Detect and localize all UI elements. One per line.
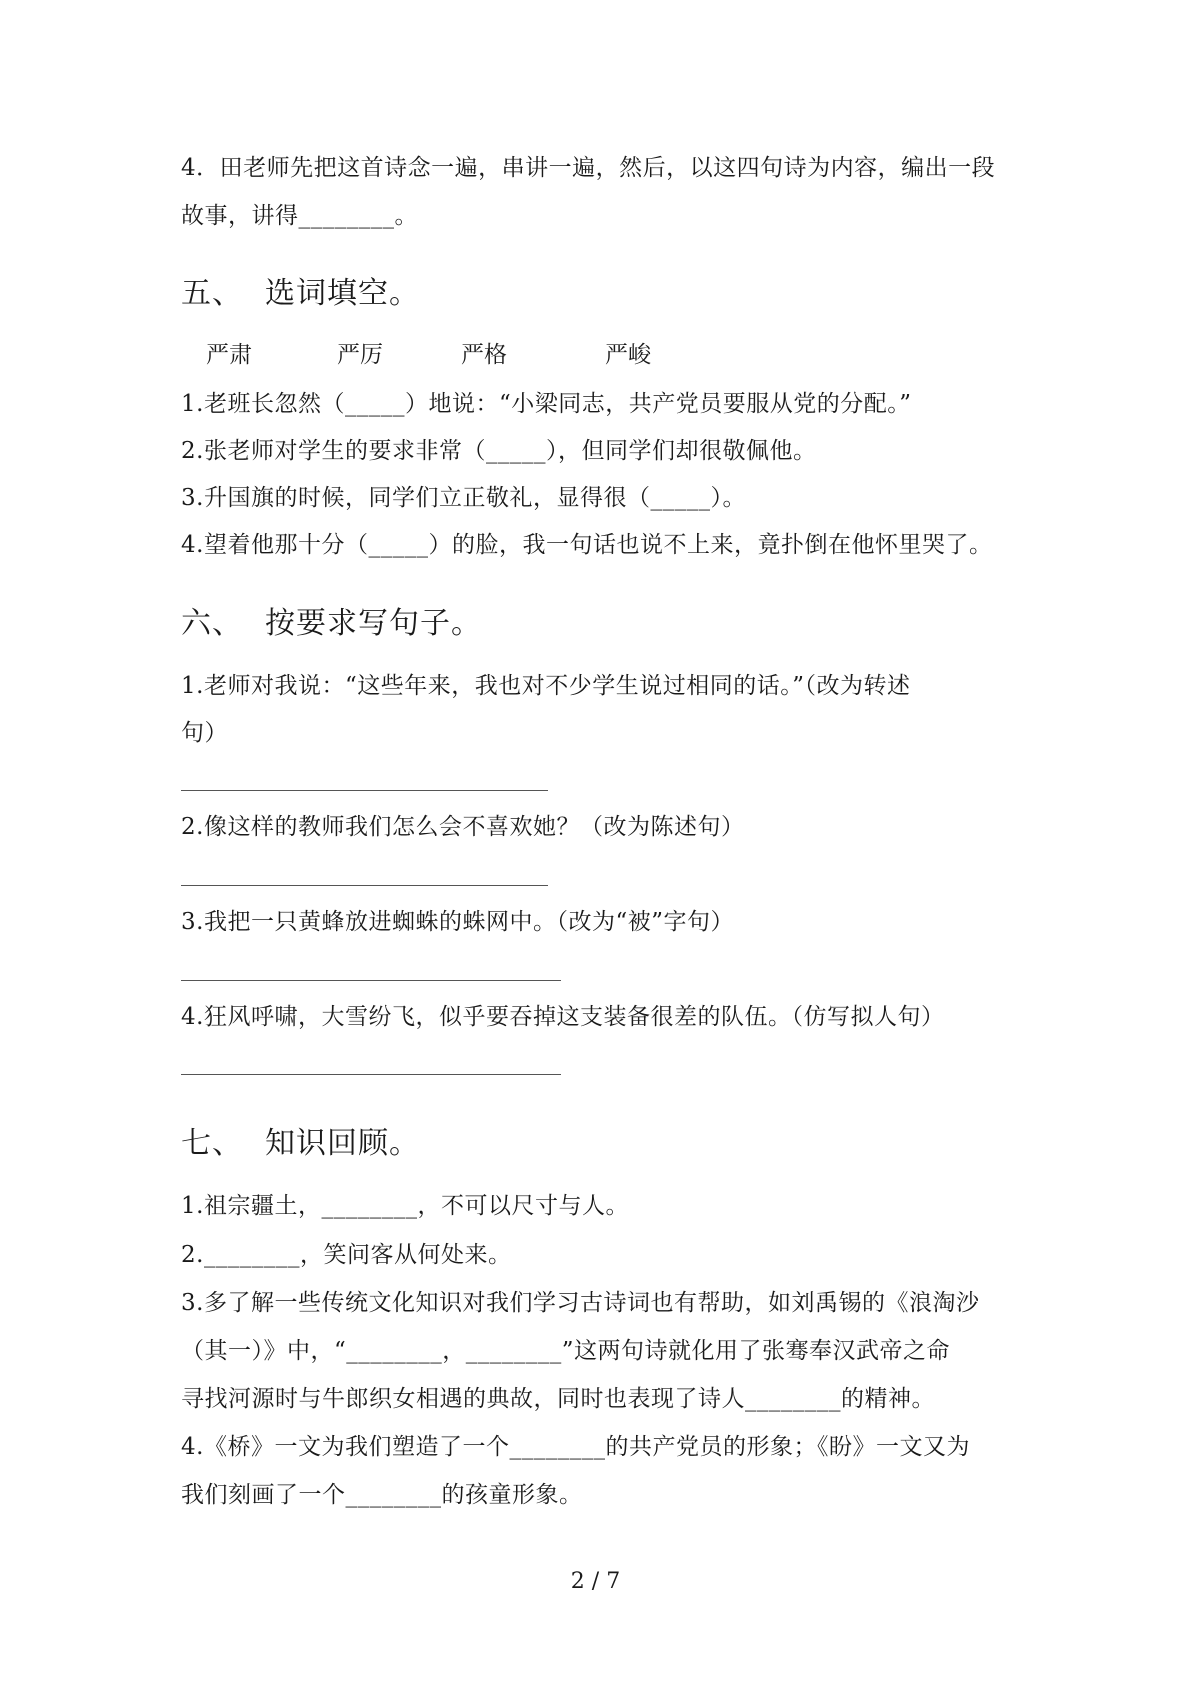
section-number: 七、 <box>181 1126 243 1161</box>
review-item-4-line-1: 4.《桥》一文为我们塑造了一个________的共产党员的形象；《盼》一文又为 <box>181 1434 970 1460</box>
q4-line-1: 4．田老师先把这首诗念一遍，串讲一遍，然后，以这四句诗为内容，编出一段 <box>181 155 996 181</box>
q4-line-2: 故事，讲得________。 <box>181 203 418 229</box>
section-number: 五、 <box>181 276 243 311</box>
section-6-heading <box>181 606 482 642</box>
section-title: 按要求写句子。 <box>265 606 482 641</box>
section-5-heading <box>181 276 420 312</box>
review-item-3-line-3: 寻找河源时与牛郎织女相遇的典故，同时也表现了诗人________的精神。 <box>181 1386 935 1412</box>
section-title: 知识回顾。 <box>265 1126 420 1161</box>
review-item-3-line-2: （其一）》中，“________，________”这两句诗就化用了张骞奉汉武帝之命 <box>181 1338 951 1364</box>
word-option: 严肃 <box>206 342 252 368</box>
page-number: 2 / 7 <box>570 1569 621 1594</box>
answer-line <box>181 980 561 981</box>
section-7-heading <box>181 1126 420 1162</box>
fill-item: 2.张老师对学生的要求非常（_____），但同学们却很敬佩他。 <box>181 438 817 464</box>
fill-item: 4.望着他那十分（_____）的脸，我一句话也说不上来，竟扑倒在他怀里哭了。 <box>181 532 993 558</box>
sentence-item-4: 4.狂风呼啸，大雪纷飞，似乎要吞掉这支装备很差的队伍。（仿写拟人句） <box>181 1004 945 1030</box>
word-option: 严格 <box>461 342 507 368</box>
answer-line <box>181 1074 561 1075</box>
sentence-item-2: 2.像这样的教师我们怎么会不喜欢她？（改为陈述句） <box>181 814 745 840</box>
fill-item: 3.升国旗的时候，同学们立正敬礼，显得很（_____）。 <box>181 485 746 511</box>
section-title: 选词填空。 <box>265 276 420 311</box>
review-item-2: 2.________，笑问客从何处来。 <box>181 1242 512 1268</box>
fill-item: 1.老班长忽然（_____）地说：“小梁同志，共产党员要服从党的分配。” <box>181 391 912 417</box>
sentence-item-1-line-2: 句） <box>181 720 228 746</box>
answer-line <box>181 790 548 791</box>
sentence-item-3: 3.我把一只黄蜂放进蜘蛛的蛛网中。（改为“被”字句） <box>181 909 734 935</box>
sentence-item-1-line-1: 1.老师对我说：“这些年来，我也对不少学生说过相同的话。”（改为转述 <box>181 673 911 699</box>
review-item-3-line-1: 3.多了解一些传统文化知识对我们学习古诗词也有帮助，如刘禹锡的《浪淘沙 <box>181 1290 980 1316</box>
review-item-1: 1.祖宗疆土，________，不可以尺寸与人。 <box>181 1193 629 1219</box>
answer-line <box>181 885 548 886</box>
section-number: 六、 <box>181 606 243 641</box>
review-item-4-line-2: 我们刻画了一个________的孩童形象。 <box>181 1482 583 1508</box>
word-option: 严厉 <box>337 342 383 368</box>
word-option: 严峻 <box>605 342 651 368</box>
